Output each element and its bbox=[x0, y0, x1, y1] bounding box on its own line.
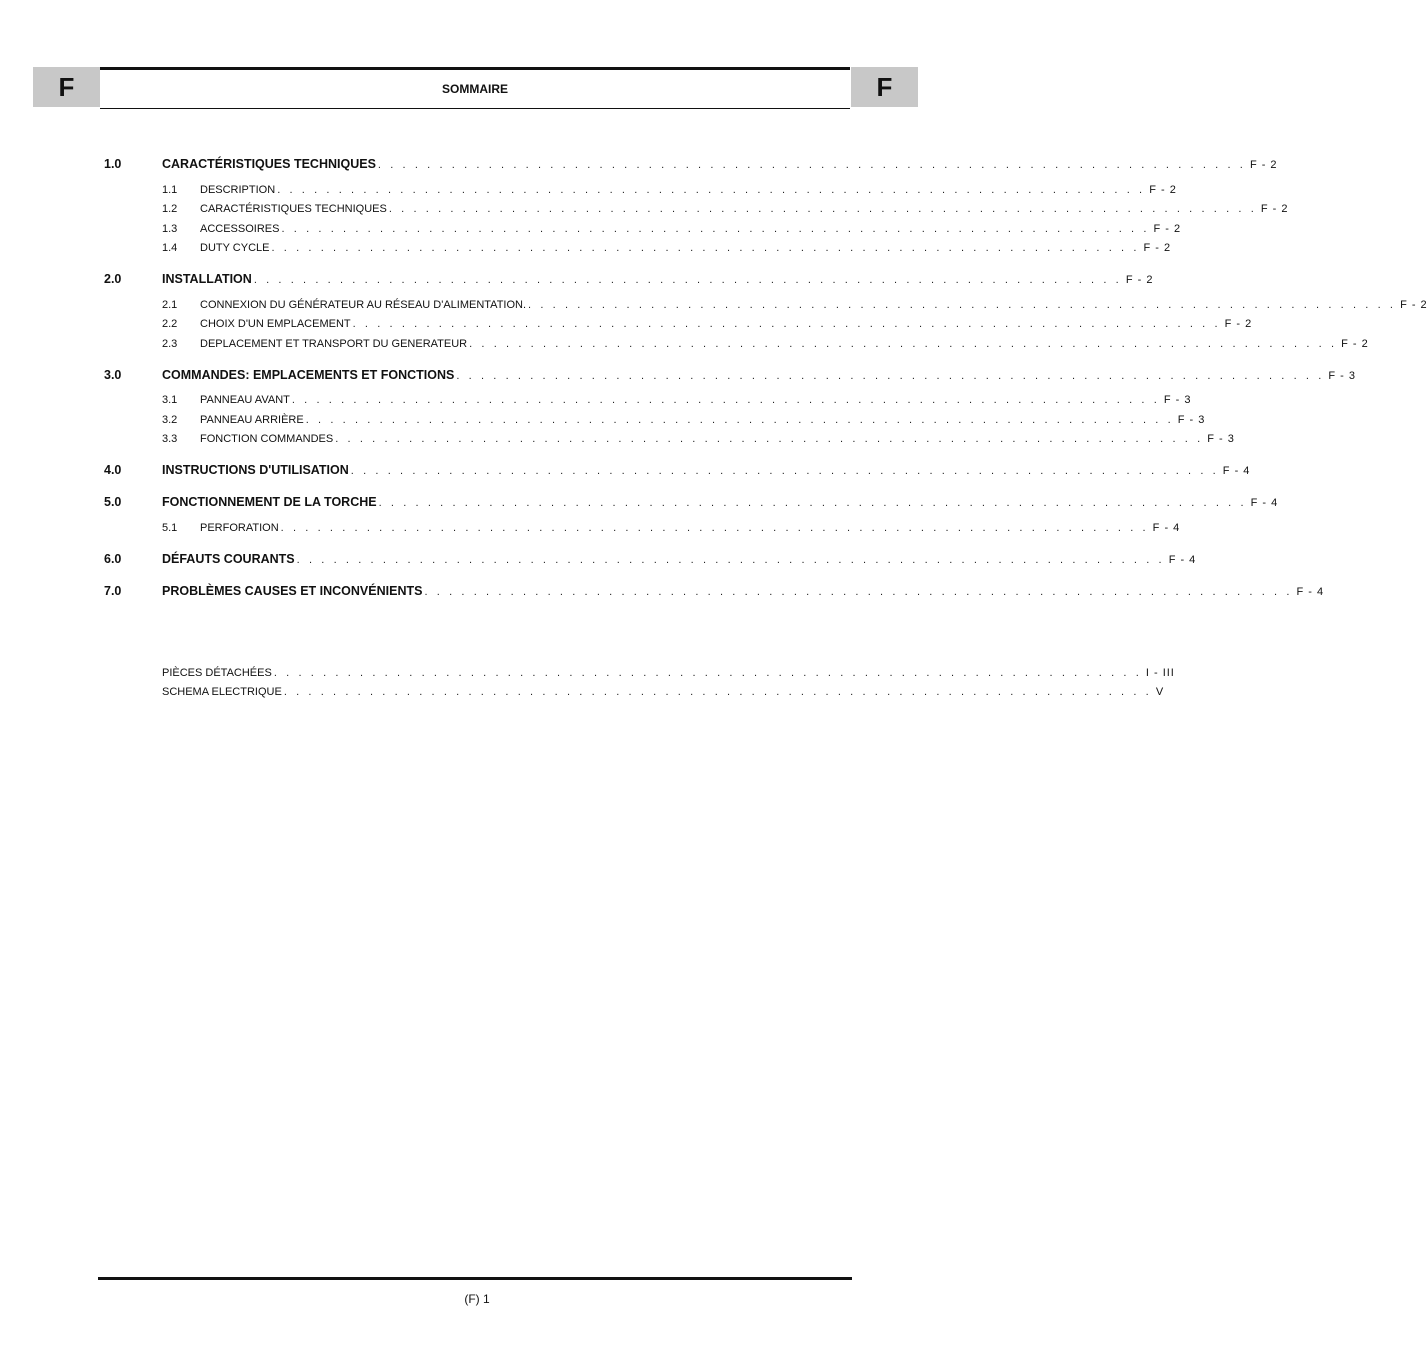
toc-page-ref: F - 2 bbox=[1143, 242, 1172, 254]
toc-page-ref: F - 2 bbox=[1149, 183, 1177, 196]
section-gap bbox=[104, 445, 836, 459]
toc-subsection-row[interactable] bbox=[104, 311, 1253, 331]
toc-number: 2.1 bbox=[162, 298, 178, 311]
toc-number: 3.0 bbox=[104, 367, 122, 382]
toc-number: 3.2 bbox=[162, 413, 178, 426]
dot-leader: . . . . . . . . . . . . . . . . . . . . . . . . . . . . . . . . . . . . . . . . . . . . . . . . . . . . . . . . . . . . . . . . . . . . . . . bbox=[271, 242, 1140, 254]
toc-section-row[interactable] bbox=[104, 153, 1278, 171]
toc-number: 4.0 bbox=[104, 463, 122, 477]
toc-title: PANNEAU AVANT bbox=[200, 394, 290, 406]
toc-title: DEPLACEMENT ET TRANSPORT DU GENERATEUR bbox=[200, 337, 468, 350]
toc-page-ref: F - 2 bbox=[1153, 222, 1182, 235]
toc-section-row[interactable] bbox=[104, 548, 1197, 566]
toc-page-ref: F - 2 bbox=[1224, 318, 1253, 330]
toc-number: 1.1 bbox=[162, 183, 178, 196]
toc-page-ref: F - 4 bbox=[1168, 553, 1197, 566]
table-of-contents bbox=[104, 153, 1428, 598]
language-tab-left: F bbox=[33, 67, 100, 107]
section-gap bbox=[104, 254, 836, 268]
toc-subsection-row[interactable] bbox=[104, 291, 1428, 311]
annex-row[interactable] bbox=[162, 659, 1175, 679]
toc-page-ref: F - 2 bbox=[1249, 159, 1278, 171]
toc-number: 7.0 bbox=[104, 583, 122, 598]
toc-title: SCHEMA ELECTRIQUE bbox=[162, 686, 282, 698]
toc-page-ref: F - 2 bbox=[1341, 337, 1369, 350]
toc-page-ref: F - 3 bbox=[1207, 433, 1235, 445]
toc-number: 5.1 bbox=[162, 521, 178, 534]
toc-page-ref: F - 2 bbox=[1260, 203, 1289, 215]
page-title: SOMMAIRE bbox=[100, 67, 850, 109]
toc-number: 2.3 bbox=[162, 337, 178, 350]
toc-page-ref: F - 2 bbox=[1400, 298, 1428, 311]
dot-leader: . . . . . . . . . . . . . . . . . . . . . . . . . . . . . . . . . . . . . . . . . . . . . . . . . . . . . . . . . . . . . . . . . . . . . . . bbox=[469, 337, 1338, 350]
dot-leader: . . . . . . . . . . . . . . . . . . . . . . . . . . . . . . . . . . . . . . . . . . . . . . . . . . . . . . . . . . . . . . . . . . . . . . . bbox=[352, 318, 1221, 330]
dot-leader: . . . . . . . . . . . . . . . . . . . . . . . . . . . . . . . . . . . . . . . . . . . . . . . . . . . . . . . . . . . . . . . . . . . . . . . bbox=[283, 686, 1152, 698]
dot-leader: . . . . . . . . . . . . . . . . . . . . . . . . . . . . . . . . . . . . . . . . . . . . . . . . . . . . . . . . . . . . . . . . . . . . . . . bbox=[456, 369, 1325, 382]
toc-number: 3.3 bbox=[162, 433, 178, 445]
toc-number: 1.3 bbox=[162, 222, 178, 235]
dot-leader: . . . . . . . . . . . . . . . . . . . . . . . . . . . . . . . . . . . . . . . . . . . . . . . . . . . . . . . . . . . . . . . . . . . . . . . bbox=[377, 159, 1246, 171]
toc-section-row[interactable] bbox=[104, 459, 1251, 477]
toc-title: INSTALLATION bbox=[162, 272, 252, 286]
toc-title: PERFORATION bbox=[200, 521, 279, 534]
toc-subsection-row[interactable] bbox=[104, 196, 1289, 216]
toc-page-ref: F - 3 bbox=[1163, 394, 1192, 406]
toc-section-row[interactable] bbox=[104, 268, 1154, 286]
toc-page-ref: F - 4 bbox=[1250, 497, 1279, 509]
page-number: (F) 1 bbox=[464, 1292, 490, 1306]
dot-leader: . . . . . . . . . . . . . . . . . . . . . . . . . . . . . . . . . . . . . . . . . . . . . . . . . . . . . . . . . . . . . . . . . . . . . . . bbox=[291, 394, 1160, 406]
toc-subsection-row[interactable] bbox=[104, 235, 1172, 255]
toc-title: COMMANDES: EMPLACEMENTS ET FONCTIONS bbox=[162, 367, 455, 382]
dot-leader: . . . . . . . . . . . . . . . . . . . . . . . . . . . . . . . . . . . . . . . . . . . . . . . . . . . . . . . . . . . . . . . . . . . . . . . bbox=[281, 222, 1150, 235]
dot-leader: . . . . . . . . . . . . . . . . . . . . . . . . . . . . . . . . . . . . . . . . . . . . . . . . . . . . . . . . . . . . . . . . . . . . . . . bbox=[296, 553, 1165, 566]
toc-number: 1.4 bbox=[162, 242, 178, 254]
toc-subsection-row[interactable] bbox=[104, 176, 1177, 196]
dot-leader: . . . . . . . . . . . . . . . . . . . . . . . . . . . . . . . . . . . . . . . . . . . . . . . . . . . . . . . . . . . . . . . . . . . . . . . bbox=[280, 521, 1149, 534]
section-gap bbox=[104, 534, 836, 548]
section-gap bbox=[104, 350, 836, 364]
toc-subsection-row[interactable] bbox=[104, 330, 1369, 350]
toc-title: DUTY CYCLE bbox=[200, 242, 270, 254]
toc-title: CARACTÉRISTIQUES TECHNIQUES bbox=[162, 157, 376, 171]
toc-title: PIÈCES DÉTACHÉES bbox=[162, 666, 272, 679]
toc-title: PANNEAU ARRIÈRE bbox=[200, 413, 304, 426]
toc-subsection-row[interactable] bbox=[104, 387, 1192, 407]
toc-page-ref: F - 4 bbox=[1222, 465, 1251, 477]
dot-leader: . . . . . . . . . . . . . . . . . . . . . . . . . . . . . . . . . . . . . . . . . . . . . . . . . . . . . . . . . . . . . . . . . . . . . . . bbox=[424, 585, 1293, 598]
dot-leader: . . . . . . . . . . . . . . . . . . . . . . . . . . . . . . . . . . . . . . . . . . . . . . . . . . . . . . . . . . . . . . . . . . . . . . . bbox=[528, 298, 1397, 311]
section-gap bbox=[104, 566, 836, 580]
language-tab-right: F bbox=[851, 67, 918, 107]
toc-section-row[interactable] bbox=[104, 580, 1325, 598]
toc-section-row[interactable] bbox=[104, 491, 1279, 509]
toc-title: CARACTÉRISTIQUES TECHNIQUES bbox=[200, 203, 387, 215]
toc-number: 3.1 bbox=[162, 394, 178, 406]
toc-page-ref: F - 4 bbox=[1296, 585, 1325, 598]
toc-page-ref: F - 2 bbox=[1125, 274, 1154, 286]
toc-title: FONCTION COMMANDES bbox=[200, 433, 334, 445]
footer-rule bbox=[98, 1277, 852, 1280]
toc-section-row[interactable] bbox=[104, 364, 1357, 382]
toc-subsection-row[interactable] bbox=[104, 406, 1206, 426]
toc-number: 2.0 bbox=[104, 272, 122, 286]
dot-leader: . . . . . . . . . . . . . . . . . . . . . . . . . . . . . . . . . . . . . . . . . . . . . . . . . . . . . . . . . . . . . . . . . . . . . . . bbox=[335, 433, 1204, 445]
dot-leader: . . . . . . . . . . . . . . . . . . . . . . . . . . . . . . . . . . . . . . . . . . . . . . . . . . . . . . . . . . . . . . . . . . . . . . . bbox=[378, 497, 1247, 509]
toc-title: CHOIX D'UN EMPLACEMENT bbox=[200, 318, 351, 330]
toc-page-ref: I - III bbox=[1145, 666, 1175, 679]
section-gap bbox=[104, 477, 836, 491]
toc-title: DÉFAUTS COURANTS bbox=[162, 551, 295, 566]
toc-title: PROBLÈMES CAUSES ET INCONVÉNIENTS bbox=[162, 583, 423, 598]
toc-number: 1.0 bbox=[104, 157, 122, 171]
annex-list bbox=[162, 659, 1175, 698]
toc-number: 2.2 bbox=[162, 318, 178, 330]
toc-number: 1.2 bbox=[162, 203, 178, 215]
dot-leader: . . . . . . . . . . . . . . . . . . . . . . . . . . . . . . . . . . . . . . . . . . . . . . . . . . . . . . . . . . . . . . . . . . . . . . . bbox=[388, 203, 1257, 215]
toc-subsection-row[interactable] bbox=[104, 514, 1181, 534]
toc-number: 5.0 bbox=[104, 495, 122, 509]
dot-leader: . . . . . . . . . . . . . . . . . . . . . . . . . . . . . . . . . . . . . . . . . . . . . . . . . . . . . . . . . . . . . . . . . . . . . . . bbox=[253, 274, 1122, 286]
toc-title: FONCTIONNEMENT DE LA TORCHE bbox=[162, 495, 377, 509]
toc-page-ref: F - 4 bbox=[1152, 521, 1181, 534]
toc-page-ref: F - 3 bbox=[1328, 369, 1357, 382]
toc-number: 6.0 bbox=[104, 551, 122, 566]
toc-subsection-row[interactable] bbox=[104, 215, 1182, 235]
toc-page-ref: F - 3 bbox=[1177, 413, 1206, 426]
dot-leader: . . . . . . . . . . . . . . . . . . . . . . . . . . . . . . . . . . . . . . . . . . . . . . . . . . . . . . . . . . . . . . . . . . . . . . . bbox=[277, 183, 1146, 196]
dot-leader: . . . . . . . . . . . . . . . . . . . . . . . . . . . . . . . . . . . . . . . . . . . . . . . . . . . . . . . . . . . . . . . . . . . . . . . bbox=[273, 666, 1142, 679]
toc-subsection-row[interactable] bbox=[104, 426, 1235, 446]
toc-title: ACCESSOIRES bbox=[200, 222, 280, 235]
toc-page-ref: V bbox=[1155, 686, 1165, 698]
dot-leader: . . . . . . . . . . . . . . . . . . . . . . . . . . . . . . . . . . . . . . . . . . . . . . . . . . . . . . . . . . . . . . . . . . . . . . . bbox=[305, 413, 1174, 426]
annex-row[interactable] bbox=[162, 679, 1165, 699]
toc-title: INSTRUCTIONS D'UTILISATION bbox=[162, 463, 349, 477]
toc-title: DESCRIPTION bbox=[200, 183, 276, 196]
toc-title: CONNEXION DU GÉNÉRATEUR AU RÉSEAU D'ALIMENTATION. bbox=[200, 298, 527, 311]
dot-leader: . . . . . . . . . . . . . . . . . . . . . . . . . . . . . . . . . . . . . . . . . . . . . . . . . . . . . . . . . . . . . . . . . . . . . . . bbox=[350, 465, 1219, 477]
